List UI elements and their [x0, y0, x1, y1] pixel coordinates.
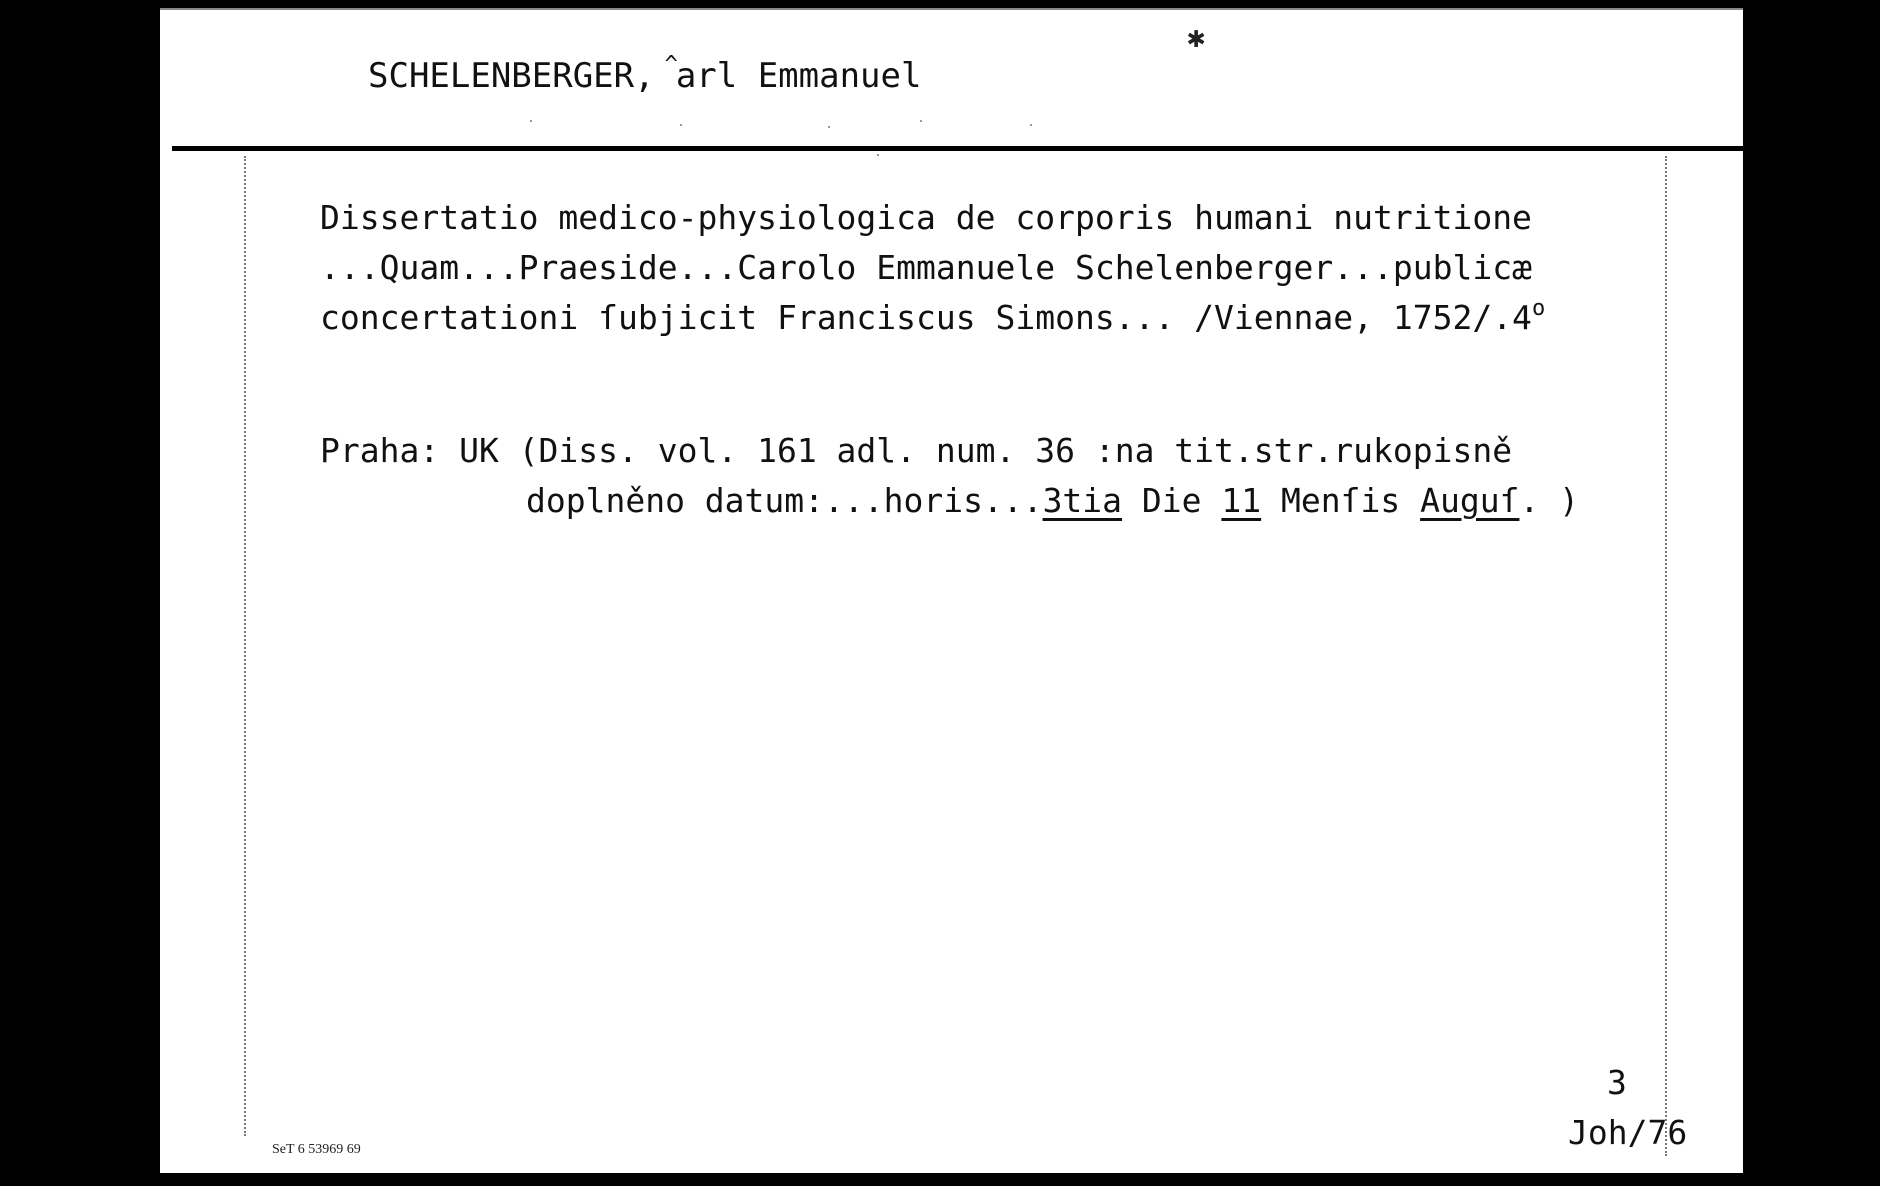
title-description [320, 193, 1545, 348]
cataloger-code: Joh/76 [1568, 1113, 1688, 1152]
scan-speck [680, 124, 682, 126]
stamp-mark-icon: ✱ [1187, 20, 1206, 55]
holdings-line-2 [320, 476, 1579, 526]
scan-speck [920, 120, 922, 122]
printer-mark: SeT 6 53969 69 [272, 1142, 361, 1157]
holdings-text-d: . ) [1519, 481, 1580, 520]
card-sequence-number: 3 [1607, 1063, 1627, 1102]
heading-band [172, 8, 1743, 151]
holdings-underlined-number: 11 [1221, 481, 1262, 520]
catalog-card [160, 8, 1743, 1173]
author-given-name: arl Emmanuel [675, 56, 922, 96]
title-superscript: o [1531, 296, 1546, 321]
author-surname: SCHELENBERGER, [368, 56, 655, 96]
scan-speck [828, 126, 830, 128]
holdings-note [320, 426, 1579, 526]
holdings-text-b: Die [1122, 481, 1222, 520]
holdings-text-c: Menſis [1261, 481, 1421, 520]
scan-speck [530, 120, 532, 122]
scan-speck [877, 154, 879, 156]
holdings-underlined-day: 3tia [1042, 481, 1123, 520]
title-line-3 [320, 293, 1545, 348]
title-line-3-text: concertationi ſubjicit Franciscus Simons... /Viennae, 1752/.4 [320, 298, 1532, 337]
scan-speck [1030, 124, 1032, 126]
holdings-line-1: Praha: UK (Diss. vol. 161 adl. num. 36 :na tit.str.rukopisně [320, 431, 1513, 470]
caret-mark: ^ [664, 52, 678, 77]
right-margin-line [1665, 156, 1667, 1156]
left-margin-line [244, 156, 246, 1136]
title-line-1: Dissertatio medico-physiologica de corporis humani nutritione [320, 198, 1532, 237]
card-heading [368, 52, 922, 96]
holdings-underlined-month: Auguſ [1420, 481, 1520, 520]
title-line-2: ...Quam...Praeside...Carolo Emmanuele Schelenberger...publicæ [320, 248, 1532, 287]
holdings-text-a: doplněno datum:...horis... [526, 481, 1043, 520]
